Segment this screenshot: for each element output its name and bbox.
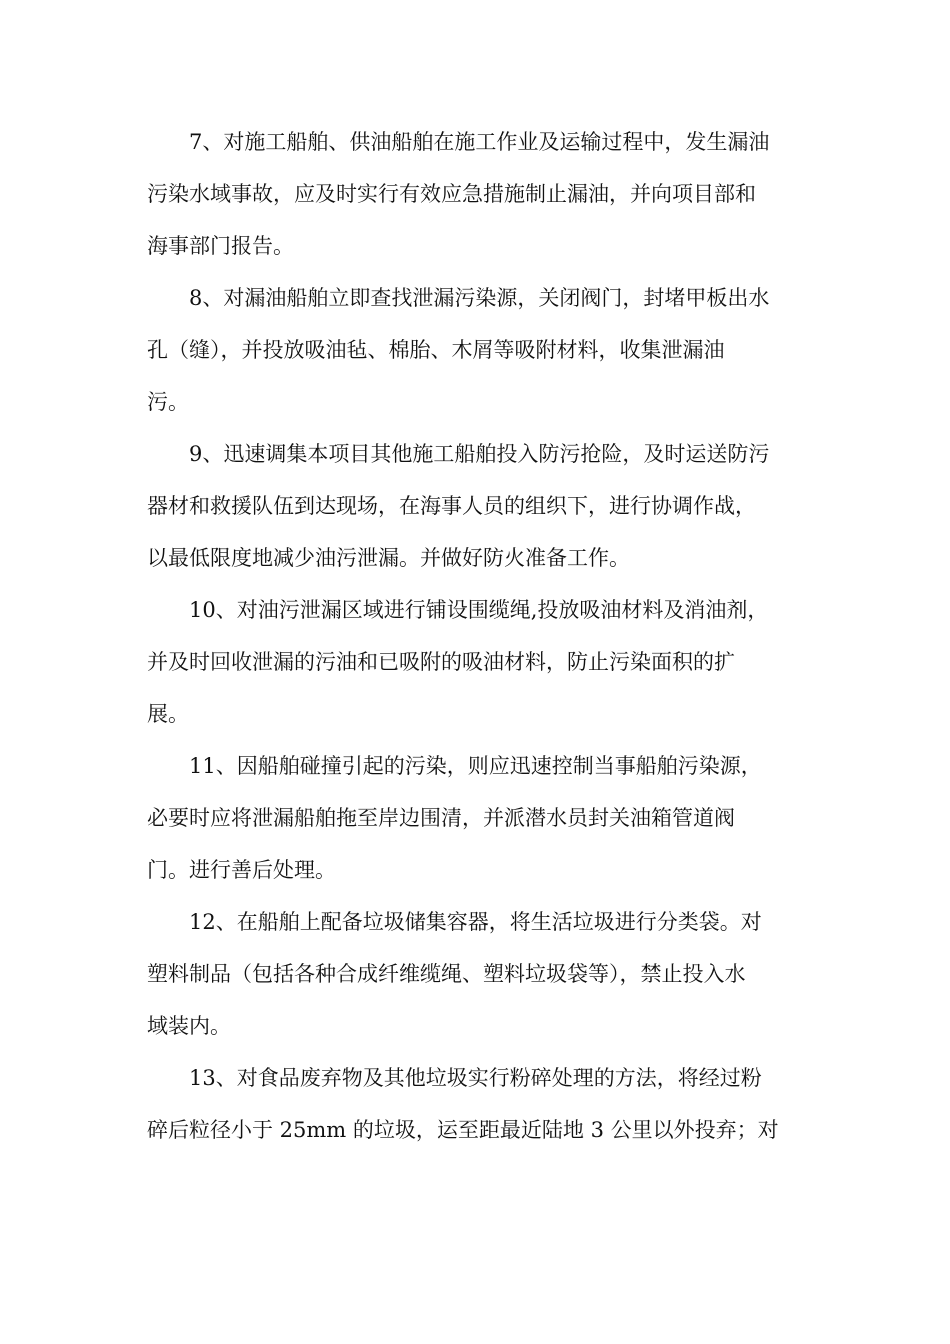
paragraph-10 <box>147 584 807 740</box>
paragraph-12 <box>147 896 807 1052</box>
paragraph-line: 并及时回收泄漏的污油和已吸附的吸油材料，防止污染面积的扩 <box>147 650 735 674</box>
paragraph-line: 海事部门报告。 <box>147 234 294 258</box>
paragraph-line: 12、在船舶上配备垃圾储集容器，将生活垃圾进行分类袋。对 <box>189 910 762 934</box>
document-body <box>147 116 807 1156</box>
paragraph-line: 9、迅速调集本项目其他施工船舶投入防污抢险，及时运送防污 <box>189 442 770 466</box>
paragraph-line: 门。进行善后处理。 <box>147 858 336 882</box>
paragraph-line: 13、对食品废弃物及其他垃圾实行粉碎处理的方法，将经过粉 <box>189 1066 762 1090</box>
paragraph-line: 孔（缝），并投放吸油毡、棉胎、木屑等吸附材料，收集泄漏油 <box>147 338 725 362</box>
paragraph-line: 必要时应将泄漏船舶拖至岸边围清，并派潜水员封关油箱管道阀 <box>147 806 735 830</box>
paragraph-line: 以最低限度地减少油污泄漏。并做好防火准备工作。 <box>147 546 630 570</box>
paragraph-8 <box>147 272 807 428</box>
paragraph-line: 碎后粒径小于 25mm 的垃圾，运至距最近陆地 3 公里以外投弃；对 <box>147 1118 779 1142</box>
paragraph-line: 器材和救援队伍到达现场，在海事人员的组织下，进行协调作战， <box>147 494 756 518</box>
paragraph-9 <box>147 428 807 584</box>
paragraph-line: 10、对油污泄漏区域进行铺设围缆绳,投放吸油材料及消油剂， <box>189 598 769 622</box>
paragraph-line: 塑料制品（包括各种合成纤维缆绳、塑料垃圾袋等），禁止投入水 <box>147 962 746 986</box>
paragraph-line: 域装内。 <box>147 1014 231 1038</box>
paragraph-line: 8、对漏油船舶立即查找泄漏污染源，关闭阀门，封堵甲板出水 <box>189 286 770 310</box>
paragraph-line: 7、对施工船舶、供油船舶在施工作业及运输过程中，发生漏油 <box>189 130 770 154</box>
paragraph-13 <box>147 1052 807 1156</box>
paragraph-7 <box>147 116 807 272</box>
paragraph-line: 11、因船舶碰撞引起的污染，则应迅速控制当事船舶污染源， <box>189 754 762 778</box>
paragraph-11 <box>147 740 807 896</box>
paragraph-line: 污。 <box>147 390 189 414</box>
paragraph-line: 污染水域事故，应及时实行有效应急措施制止漏油，并向项目部和 <box>147 182 756 206</box>
paragraph-line: 展。 <box>147 702 189 726</box>
